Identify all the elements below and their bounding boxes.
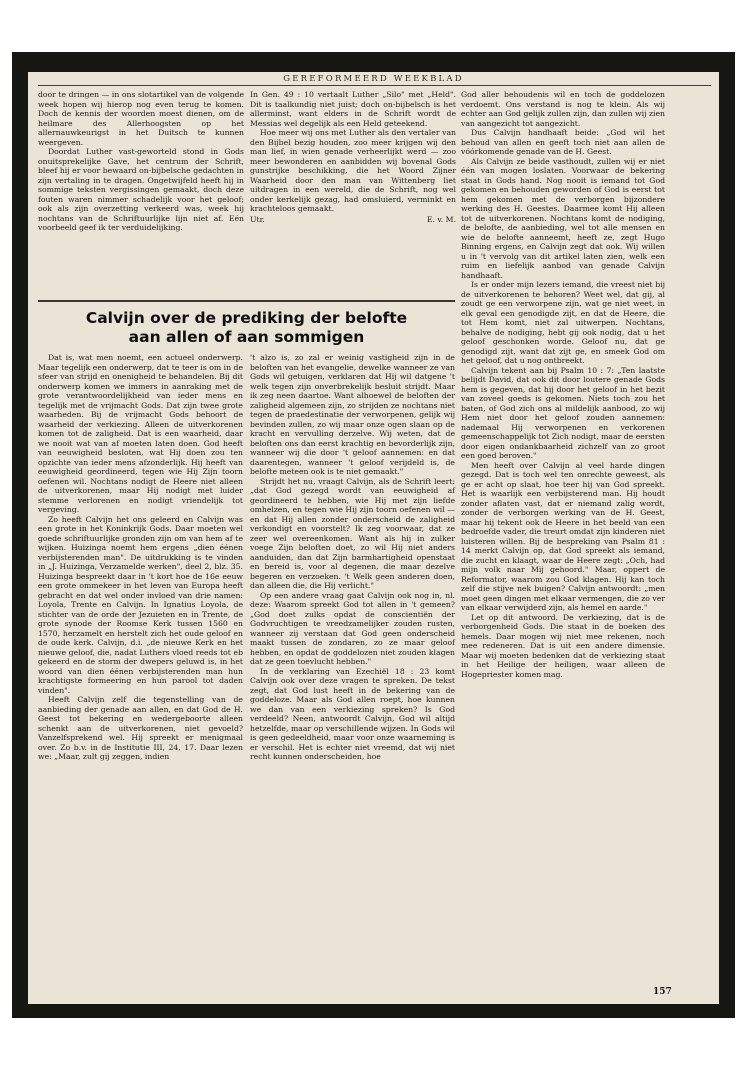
paragraph: Let op dit antwoord. De verkiezing, dat is de verborgenheid Gods. Die staat in de boeken des hemels. Daar mogen wij niet mee rekenen, noch mee redeneren. Dat is uit een andere dimensie. Maar wij moeten bedenken dat de verkiezing staat in het Heilige der heiligen, waar alleen de Hogepriester komen mag. — [461, 612, 665, 679]
paragraph: Hoe meer wij ons met Luther als den vertaler van den Bijbel bezig houden, zoo meer krijgen wij den man lief, in wien genade verheerlijkt werd — zoo meer bewonderen en aanbidden wij bovenal Gods gunstrijke beschikking, die het Woord Zijner Waarheid door den man van Wittenberg liet uitdragen in een wereld, die de Schrift, nog wel onder kerkelijk gezag, had omsluierd, verminkt en krachteloos gemaakt. — [250, 128, 456, 213]
paragraph: Dat is, wat men noemt, een actueel onderwerp. Maar tegelijk een onderwerp, dat te teer is om in de sfeer van strijd en onenigheid te behandelen. Bij dit onderwerp komen we immers in aanraking met de grote verantwoordelijkheid van ieder mens en tegelijk met de vrijmacht Gods. Dat zijn twee grote waarheden. Bij de vrijmacht Gods behoort de waarheid der verkiezing. Alleen de uitverkorenen komen tot de zaligheid. Dat is een waarheid, daar we nooit wat van af moeten laten doen. God heeft van eeuwigheid besloten, wat Hij doen zou ten opzichte van ieder mens afzonderlijk. Hij heeft van eeuwigheid geordineerd, tegen wie Hij Zijn toorn oefenen wil. Nochtans nodigt de Heere niet alleen de uitverkorenen, maar Hij nodigt met luider stemme verlorenen en nodigt vriendelijk tot vergeving. — [38, 353, 243, 514]
paragraph: door te dringen — in ons slotartikel van de volgende week hopen wij hierop nog even terug te komen. Doch de kennis der woorden moest dienen, om de heilmare des Allerhoogsten op het allernauwkeurigst in het Duitsch te kunnen weergeven. — [38, 90, 244, 147]
paragraph: Dus Calvijn handhaaft beide: „God wil het behoud van allen en geeft toch niet aan allen de vóórkomende genade van de H. Geest. — [461, 128, 665, 156]
paragraph: Men heeft over Calvijn al veel harde dingen gezegd. Dat is toch wel ten onrechte geweest, als ge er acht op slaat, hoe teer hij van God spreekt. Het is waarlijk een verbijsterend man. Hij houdt zonder aflaten vast, dat er niemand zalig wordt, zonder de verborgen werking van de H. Geest, maar hij tekent ook de Heere in het beeld van een bedroefde vader, die treurt omdat zijn kinderen niet luisteren willen. Bij de bespreking van Psalm 81 : 14 merkt Calvijn op, dat God spreekt als iemand, die zucht en klaagt, waar de Heere zegt: „Och, had mijn volk naar Mij gehoord." Maar, oppert de Reformator, waarom zou God klagen. Hij kan toch zelf die stijve nek buigen? Calvijn antwoordt: „men moet geen dingen met elkaar vermengen, die zo ver van elkaar verwijderd zijn, als hemel en aarde." — [461, 460, 665, 612]
article2-column-1 — [38, 353, 243, 762]
paragraph: Heeft Calvijn zelf die tegenstelling van de aanbieding der genade aan allen, en dat God de H. Geest tot bekering en wedergeboorte alleen schenkt aan de uitverkorenen, niet gevoeld? Vanzelfsprekend wel. Hij spreekt er menigmaal over. Zo b.v. in de Institutie III, 24, 17. Daar lezen we: „Maar, zult gij zeggen, indien — [38, 695, 243, 761]
title-line-2: aan allen of aan sommigen — [128, 328, 365, 346]
paragraph: 't alzo is, zo zal er weinig vastigheid zijn in de beloften van het evangelie, dewelke wanneer ze van Gods wil getuigen, verklaren dat Hij wil datgene 't welk tegen zijn onverbrekelijk besluit strijdt. Maar ik zeg neen daartoe. Want alhoewel de beloften der zaligheid algemeen zijn, zo strijden ze nochtans niet tegen de praedestinatie der verworpenen, gelijk wij bevinden zullen, zo wij maar onze ogen slaan op de kracht en vervulling derzelve. Wij weten, dat de beloften ons dan eerst krachtig en bevorderlijk zijn, wanneer wij die door 't geloof aannemen: en dat daarentegen, wanneer 't geloof verijdeld is, de belofte meteen ook is te niet gemaakt." — [250, 353, 455, 476]
paragraph: In Gen. 49 : 10 vertaalt Luther „Silo" met „Held". Dit is taalkundig niet juist; doch on-bijbelsch is het allerminst, want elders in de Schrift wordt de Messias wel degelijk als een Held geteekend. — [250, 90, 456, 128]
paragraph: God aller behoudenis wil en toch de goddelozen verdoemt. Ons verstand is nog te klein. Als wij echter aan God gelijk zullen zijn, dan zullen wij zien van aangezicht tot aangezicht. — [461, 90, 665, 128]
signature-line — [250, 215, 456, 225]
paragraph: Calvijn tekent aan bij Psalm 10 : 7: „Ten laatste belijdt David, dat ook dit door loutere genade Gods hem is gegeven, dat hij door het geloof in het bezit van zoveel goeds is gekomen. Niets toch zou het baten, of God zich ons al mildelijk aanbood, zo wij Hem niet door het geloof zouden aannemen: nademaal Hij verworpenen en verkorenen gemeenschappelijk tot Zich nodigt, maar de eersten door eigen ondankbaarheid zichzelf van zo groot een goed beroven." — [461, 365, 665, 460]
page-number: 157 — [653, 987, 672, 997]
paragraph: Doordat Luther vast-geworteld stond in Gods onuitsprekelijke Gave, het centrum der Schrift, bleef hij er voor bewaard on-bijbelsche gedachten in zijn vertaling in te dragen. Ongetwijfeld heeft hij in sommige teksten vergissingen gemaakt, doch deze fouten waren nimmer schadelijk voor het geloof; ook als zijn overzetting verkeerd was, week hij nochtans van de Schriftuurlijke lijn niet af. Eén voorbeeld geef ik ter verduidelijking. — [38, 147, 244, 232]
header-rule — [38, 85, 711, 86]
article1-column-2 — [250, 90, 456, 224]
signature-place: Utr. — [250, 214, 265, 224]
article2-column-2 — [250, 353, 455, 762]
article1-column-1 — [38, 90, 244, 233]
running-head: GEREFORMEERD WEEKBLAD — [283, 74, 464, 84]
article-separator — [38, 300, 455, 302]
signature-author: E. v. M. — [426, 214, 456, 224]
paragraph: Als Calvijn ze beide vasthoudt, zullen wij er niet één van mogen loslaten. Voorwaar de bekering staat in Gods hand. Nog nooit is iemand tot God gekomen en behouden geworden of God is eerst tot hem gekomen met de verborgen bijzondere werking des H. Geestes. Daarmee komt Hij alleen tot de uitverkorenen. Nochtans komt de nodiging, de belofte, de aanbieding, wel tot alle mensen en wie de belofte aanneemt, heeft ze, zegt Hugo Binning ergens, en Calvijn zegt dat ook. Wij willen u in 't vervolg van dit artikel laten zien, welk een ruim en liefelijk aanbod van genade Calvijn handhaaft. — [461, 156, 665, 280]
page — [28, 72, 719, 1004]
paragraph: Strijdt het nu, vraagt Calvijn, als de Schrift leert: „dat God gezegd wordt van eeuwigheid af geordineerd te hebben, wie Hij met zijn liefde omhelzen, en tegen wie Hij zijn toorn oefenen wil — en dat Hij allen zonder onderscheid de zaligheid verkondigt en voorstelt? Ik zeg voorwaar, dat ze zeer wel overeenkomen. Want als hij in zulker voege Zijn beloften doet, zo wil Hij niet anders aanduiden, dan dat Zijn barmhartigheid openstaat en bereid is, voor al degenen, die maar dezelve begeren en verzoeken. 't Welk geen anderen doen, dan alleen die, die Hij verlicht." — [250, 476, 455, 590]
title-line-1: Calvijn over de prediking der belofte — [85, 309, 408, 327]
article-title — [38, 309, 455, 347]
paragraph: Is er onder mijn lezers iemand, die vreest niet bij de uitverkorenen te behoren? Weet wel, dat gij, al zoudt ge een verworpene zijn, wat ge niet weet, in elk geval een genodigde zijt, en dat de Heere, die tot Hem komt, niet zal uitwerpen. Nochtans, behalve de nodiging, hebt gij ook nodig, dat u het geloof geschonken worde. Geloof nu, dat ge genodigd zijt, want dat zijt ge, en smeek God om het geloof, dat u nog ontbreekt. — [461, 280, 665, 365]
paragraph: In de verklaring van Ezechiël 18 : 23 komt Calvijn ook over deze vragen te spreken. De tekst zegt, dat God lust heeft in de bekering van de goddeloze. Maar als God allen roept, hoe kunnen we dan van een verkiezing spreken? Is God verdeeld? Neen, antwoordt Calvijn, God wil altijd hetzelfde, maar op verschillende wijzen. In Gods wil is geen gedeeldheid, maar voor onze waarneming is er verschil. Het is echter niet vreemd, dat wij niet recht kunnen onderscheiden, hoe — [250, 666, 455, 761]
paragraph: Zo heeft Calvijn het ons geleerd en Calvijn was een grote in het Koninkrijk Gods. Daar moeten wel goede schriftuurlijke gronden zijn om van hem af te wijken. Huizinga noemt hem ergens „dien éénen verbijsterenden man". De uitdrukking is te vinden in „J. Huizinga, Verzamelde werken", deel 2, blz. 35. Huizinga bespreekt daar in 't kort hoe de 16e eeuw een grote ommekeer in het leven van Europa heeft gebracht en dat wel onder invloed van drie namen: Loyola, Trente en Calvijn. In Ignatius Loyola, de stichter van de orde der Jezuieten en in Trente, de grote synode der Roomse Kerk tussen 1560 en 1570, herzamelt en herstelt zich het oude geloof en de oude kerk. Calvijn, d.i. „de nieuwe Kerk en het nieuwe geloof, die, nadat Luthers vloed reeds tot eb gekeerd en de storm der dwepers geluwd is, in het woord van dien éénen verbijsterenden man hun krachtigste formeering en hun parool tot daden vinden". — [38, 514, 243, 695]
paragraph: Op een andere vraag gaat Calvijn ook nog in, nl. deze: Waarom spreekt God tot allen in 't gemeen? „God doet zulks opdat de conscientiën der Godvruchtigen te vreedzamelijker zouden rusten, wanneer zij verstaan dat God geen onderscheid maakt tussen de zondaren, zo ze maar geloof hebben, en opdat de goddelozen niet zouden klagen dat ze geen toevlucht hebben." — [250, 590, 455, 666]
article2-column-3 — [461, 90, 665, 679]
